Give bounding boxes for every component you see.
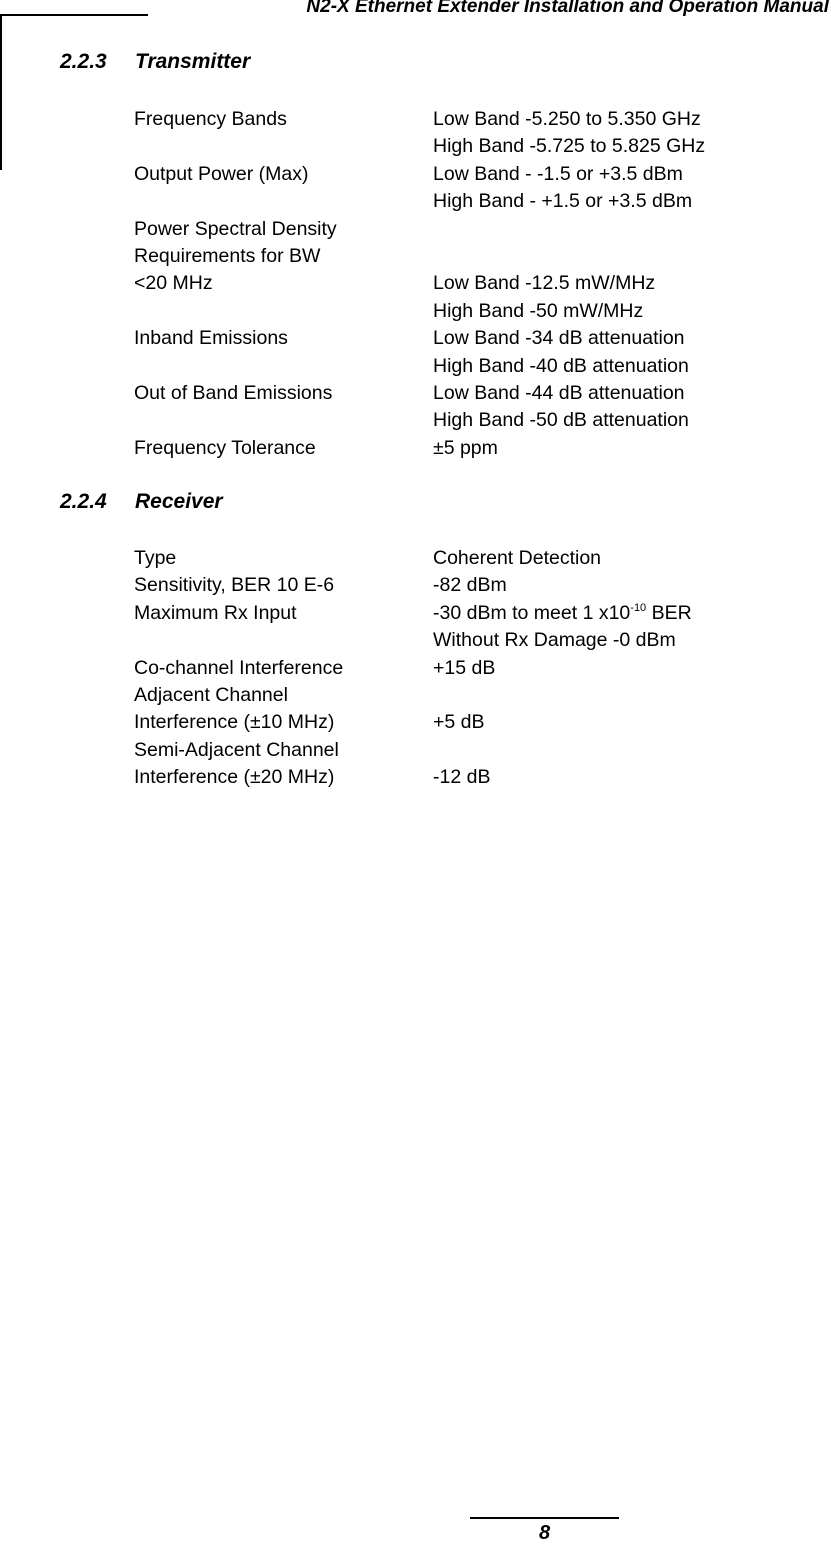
- section-heading-receiver: [60, 490, 223, 514]
- spec-label: Maximum Rx Input: [134, 601, 297, 624]
- spec-label: Power Spectral Density: [134, 217, 337, 240]
- section-title: Receiver: [135, 490, 223, 513]
- section-number: 2.2.4: [60, 490, 107, 513]
- spec-label: Output Power (Max): [134, 162, 309, 185]
- spec-label: Frequency Tolerance: [134, 436, 316, 459]
- spec-value: Low Band -44 dB attenuation: [433, 381, 685, 404]
- spec-label: Sensitivity, BER 10 E-6: [134, 574, 335, 597]
- section-heading-transmitter: [60, 50, 250, 74]
- header-corner-rule-horizontal: [0, 14, 148, 16]
- spec-value: Low Band -34 dB attenuation: [433, 327, 685, 350]
- spec-value: -12 dB: [433, 766, 491, 789]
- section-number: 2.2.3: [60, 50, 107, 73]
- spec-row: [134, 243, 814, 270]
- spec-row: [134, 325, 814, 352]
- spec-row: [134, 353, 814, 380]
- spec-label: Inband Emissions: [134, 327, 288, 350]
- value-text: -30 dBm to meet 1 x10: [433, 601, 631, 624]
- spec-label: Requirements for BW: [134, 244, 321, 267]
- spec-row: [134, 709, 814, 736]
- page-number: 8: [538, 1522, 551, 1544]
- spec-row: [134, 764, 814, 791]
- header-corner-rule-vertical: [0, 14, 2, 170]
- spec-value: ±5 ppm: [433, 436, 498, 459]
- spec-value: High Band - +1.5 or +3.5 dBm: [433, 190, 693, 213]
- spec-label: Adjacent Channel: [134, 683, 288, 706]
- spec-label: Interference (±10 MHz): [134, 711, 335, 734]
- spec-value: High Band -50 dB attenuation: [433, 409, 689, 432]
- spec-value: High Band -50 mW/MHz: [433, 299, 644, 322]
- spec-label: Type: [134, 547, 177, 569]
- spec-value: +15 dB: [433, 656, 496, 679]
- spec-label: Semi-Adjacent Channel: [134, 738, 339, 761]
- spec-row: [134, 188, 814, 215]
- spec-value: Coherent Detection: [433, 547, 602, 569]
- spec-row: [134, 216, 814, 243]
- spec-value: Without Rx Damage -0 dBm: [433, 629, 676, 652]
- exponent: -10: [630, 601, 647, 614]
- spec-row: [134, 627, 814, 654]
- spec-row: [134, 133, 814, 160]
- spec-value: Low Band -5.250 to 5.350 GHz: [433, 108, 701, 130]
- spec-label: <20 MHz: [134, 272, 213, 295]
- spec-row: [134, 407, 814, 434]
- value-text: BER: [646, 601, 692, 624]
- footer-rule: [470, 1517, 619, 1519]
- spec-label: Frequency Bands: [134, 108, 287, 130]
- spec-row: [134, 600, 814, 627]
- spec-row: [134, 545, 814, 572]
- spec-label: Interference (±20 MHz): [134, 766, 335, 789]
- receiver-spec-table: [134, 545, 814, 792]
- spec-row: [134, 380, 814, 407]
- spec-row: [134, 572, 814, 599]
- spec-row: [134, 655, 814, 682]
- spec-label: Co-channel Interference: [134, 656, 344, 679]
- spec-value: -82 dBm: [433, 574, 507, 597]
- spec-row: [134, 435, 814, 462]
- spec-row: [134, 298, 814, 325]
- spec-value: High Band -40 dB attenuation: [433, 354, 689, 377]
- spec-value: High Band -5.725 to 5.825 GHz: [433, 135, 706, 158]
- spec-value: Low Band - -1.5 or +3.5 dBm: [433, 162, 683, 185]
- spec-row: [134, 270, 814, 297]
- spec-row: [134, 106, 814, 133]
- spec-value: [433, 600, 692, 627]
- spec-label: Out of Band Emissions: [134, 381, 333, 404]
- spec-row: [134, 682, 814, 709]
- spec-row: [134, 161, 814, 188]
- transmitter-spec-table: [134, 106, 814, 462]
- running-header-title: N2-X Ethernet Extender Installation and Operation Manual: [306, 0, 829, 17]
- spec-value: Low Band -12.5 mW/MHz: [433, 272, 656, 295]
- section-title: Transmitter: [135, 50, 251, 73]
- spec-row: [134, 737, 814, 764]
- spec-value: +5 dB: [433, 711, 485, 734]
